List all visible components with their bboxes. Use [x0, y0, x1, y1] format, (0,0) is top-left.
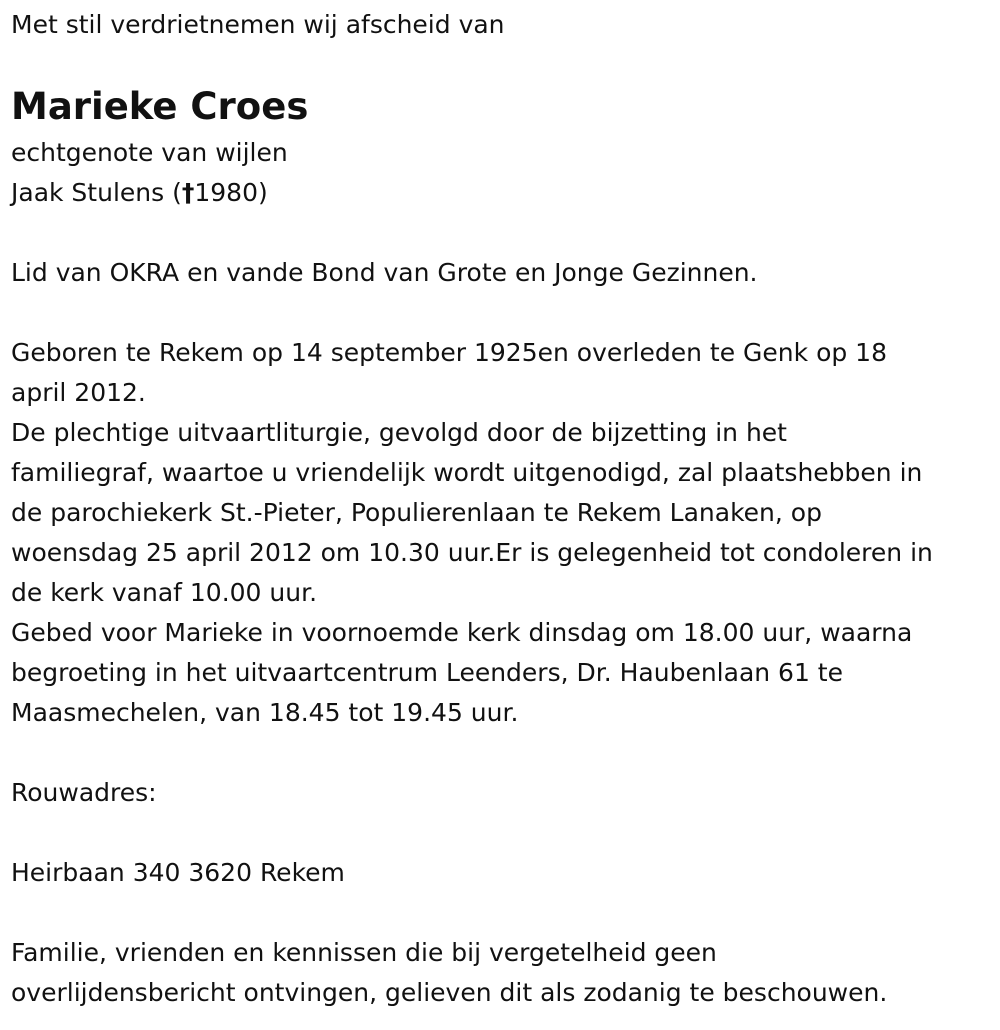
details-line: Maasmechelen, van 18.45 tot 19.45 uur.	[11, 698, 519, 727]
membership-section	[11, 253, 758, 293]
intro-text: Met stil verdrietnemen wij afscheid van	[11, 10, 505, 39]
deceased-name: Marieke Croes	[11, 85, 309, 128]
details-line: Geboren te Rekem op 14 september 1925en overleden te Genk op 18	[11, 338, 887, 367]
details-line: De plechtige uitvaartliturgie, gevolgd door de bijzetting in het	[11, 418, 787, 447]
mourning-address: Heirbaan 340 3620 Rekem	[11, 858, 345, 887]
spouse-death-year: 1980)	[194, 178, 268, 207]
details-line: woensdag 25 april 2012 om 10.30 uur.Er is gelegenheid tot condoleren in	[11, 538, 933, 567]
details-line: familiegraf, waartoe u vriendelijk wordt uitgenodigd, zal plaatshebben in	[11, 458, 923, 487]
closing-line: overlijdensbericht ontvingen, gelieven dit als zodanig te beschouwen.	[11, 978, 888, 1007]
cross-icon: †	[181, 178, 195, 207]
details-line: de parochiekerk St.-Pieter, Populierenlaan te Rekem Lanaken, op	[11, 498, 822, 527]
closing-section	[11, 933, 887, 1013]
details-line: april 2012.	[11, 378, 146, 407]
spouse-relation: echtgenote van wijlen	[11, 138, 288, 167]
spouse-section	[11, 133, 288, 213]
spouse-name: Jaak Stulens (	[11, 178, 182, 207]
details-line: Gebed voor Marieke in voornoemde kerk dinsdag om 18.00 uur, waarna	[11, 618, 913, 647]
funeral-details	[11, 333, 933, 733]
details-line: de kerk vanaf 10.00 uur.	[11, 578, 318, 607]
membership-text: Lid van OKRA en vande Bond van Grote en Jonge Gezinnen.	[11, 258, 758, 287]
spouse-name-line	[11, 173, 288, 213]
mourning-address-section	[11, 853, 345, 893]
closing-line: Familie, vrienden en kennissen die bij vergetelheid geen	[11, 938, 717, 967]
mourning-address-label: Rouwadres:	[11, 778, 157, 807]
mourning-address-label-section	[11, 773, 157, 813]
details-line: begroeting in het uitvaartcentrum Leenders, Dr. Haubenlaan 61 te	[11, 658, 843, 687]
